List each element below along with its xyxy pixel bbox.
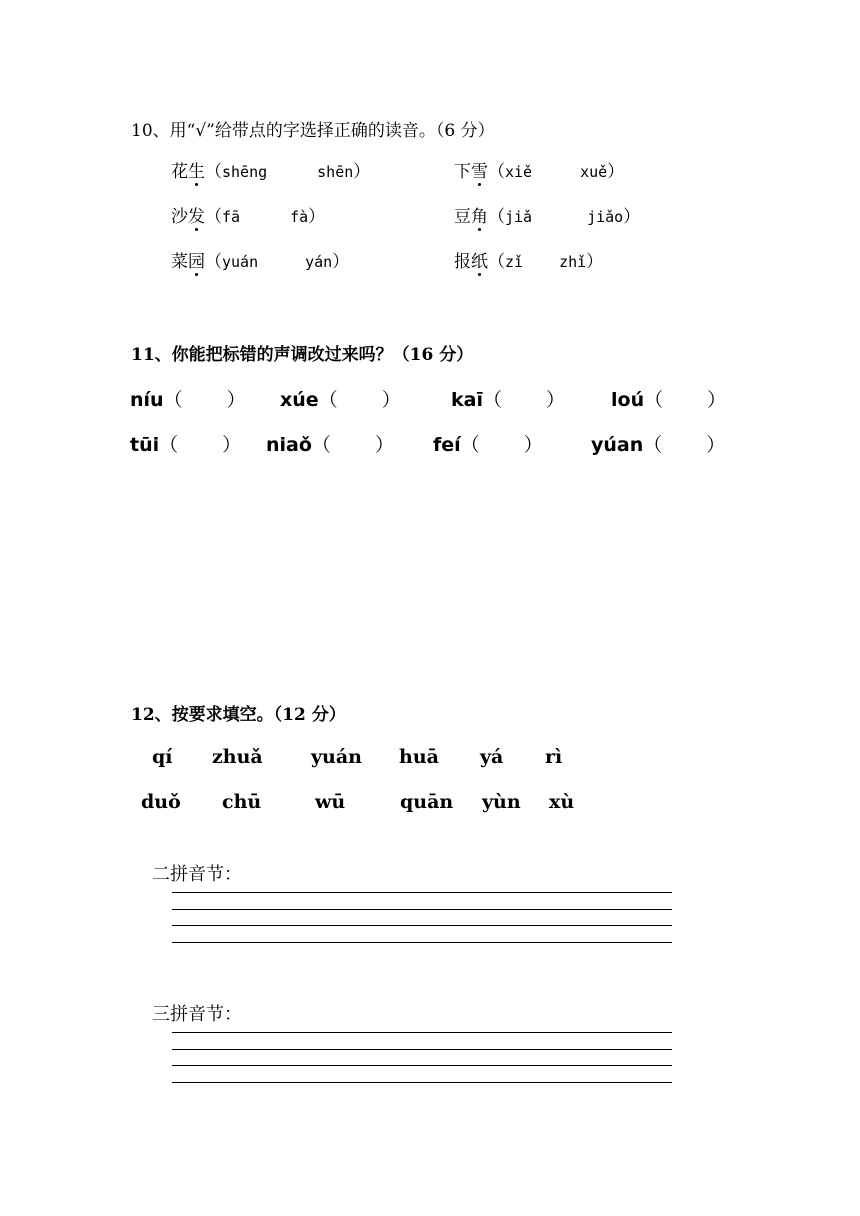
q10-paren-close: ） (607, 162, 625, 182)
q12-syllable: yùn (482, 791, 521, 813)
q11-item (591, 430, 725, 457)
q11-item (130, 385, 246, 412)
q11-paren-close: ） (226, 389, 246, 411)
writing-line[interactable] (172, 1049, 672, 1050)
q11-paren-open: （ (159, 434, 179, 456)
q10-option-a[interactable]: xiě (505, 163, 533, 181)
writing-line[interactable] (172, 1082, 672, 1083)
q11-syllable: níu (130, 389, 164, 411)
q11-syllable: kaī (451, 389, 483, 411)
q11-paren-open: （ (482, 389, 502, 411)
q11-paren-close: ） (706, 434, 726, 456)
question-10-title: 10、用“√”给带点的字选择正确的读音。（6 分） (131, 121, 495, 141)
q10-paren-open: （ (488, 207, 505, 227)
q10-char: 豆 (454, 207, 471, 227)
q10-option-a[interactable]: yuán (222, 253, 259, 271)
q12-syllable: quān (400, 791, 454, 813)
q11-item (451, 385, 565, 412)
q11-paren-open: （ (643, 434, 663, 456)
q11-item (433, 430, 543, 457)
q10-paren-close: ） (332, 252, 350, 272)
q11-paren-close: ） (707, 389, 727, 411)
q10-item-shafa (171, 202, 325, 227)
q11-paren-open: （ (460, 434, 480, 456)
q11-item (266, 430, 394, 457)
q10-char: 菜 (171, 252, 188, 272)
question-11-title: 11、你能把标错的声调改过来吗？（16 分） (131, 345, 474, 365)
q11-paren-close: ） (523, 434, 543, 456)
q11-item (280, 385, 401, 412)
q10-option-b[interactable]: fà (290, 208, 309, 226)
q11-syllable: niaǒ (266, 434, 312, 456)
q11-paren-close: ） (381, 389, 401, 411)
q11-paren-open: （ (311, 434, 331, 456)
question-12-title: 12、按要求填空。（12 分） (131, 705, 346, 725)
q12-syllable: qí (152, 746, 173, 768)
q10-paren-close: ） (586, 252, 604, 272)
q10-dotted-char: 角 (471, 202, 488, 227)
q12-syllable: rì (545, 746, 563, 768)
q12-syllable: yá (480, 746, 504, 768)
q10-char: 下 (454, 162, 471, 182)
q10-item-xiaxue (454, 157, 624, 182)
q10-item-baozhi (454, 247, 603, 272)
q10-paren-close: ） (353, 162, 371, 182)
q10-option-b[interactable]: jiǎo (587, 208, 624, 226)
writing-line[interactable] (172, 1032, 672, 1033)
q10-option-a[interactable]: jiǎ (505, 208, 533, 226)
q10-option-a[interactable]: zǐ (505, 253, 524, 271)
q11-paren-close: ） (374, 434, 394, 456)
q10-dotted-char: 纸 (471, 247, 488, 272)
q10-item-huasheng (171, 157, 370, 182)
q10-dotted-char: 雪 (471, 157, 488, 182)
q12-syllable: duǒ (141, 791, 181, 813)
q10-paren-open: （ (488, 162, 505, 182)
q11-item (130, 430, 241, 457)
q10-paren-close: ） (623, 207, 641, 227)
q12-syllable: zhuǎ (212, 746, 263, 768)
three-syllable-label: 三拼音节： (152, 1004, 242, 1025)
writing-line[interactable] (172, 1065, 672, 1066)
q10-char: 报 (454, 252, 471, 272)
q11-paren-open: （ (644, 389, 664, 411)
q10-dotted-char: 园 (188, 247, 205, 272)
q11-paren-open: （ (163, 389, 183, 411)
q12-syllable: xù (549, 791, 575, 813)
two-syllable-label: 二拼音节： (152, 864, 242, 885)
q10-paren-open: （ (205, 252, 222, 272)
q10-paren-open: （ (488, 252, 505, 272)
q11-syllable: tūi (130, 434, 160, 456)
q10-dotted-char: 发 (188, 202, 205, 227)
q10-option-a[interactable]: fā (222, 208, 241, 226)
q10-paren-open: （ (205, 207, 222, 227)
q12-syllable: huā (399, 746, 439, 768)
q11-paren-close: ） (222, 434, 242, 456)
writing-line[interactable] (172, 909, 672, 910)
q10-option-b[interactable]: xuě (580, 163, 608, 181)
q10-option-b[interactable]: zhǐ (559, 253, 587, 271)
q10-paren-close: ） (308, 207, 326, 227)
q10-option-b[interactable]: yán (305, 253, 333, 271)
q11-syllable: xúe (280, 389, 319, 411)
q10-char: 花 (171, 162, 188, 182)
q10-paren-open: （ (205, 162, 222, 182)
q12-syllable: yuán (311, 746, 362, 768)
writing-line[interactable] (172, 925, 672, 926)
writing-line[interactable] (172, 892, 672, 893)
q10-option-a[interactable]: shēng (222, 163, 268, 181)
q10-dotted-char: 生 (188, 157, 205, 182)
q11-syllable: feí (433, 434, 461, 456)
writing-line[interactable] (172, 942, 672, 943)
q10-item-doujiao (454, 202, 640, 227)
q10-item-caiyuan (171, 247, 349, 272)
q12-syllable: chū (222, 791, 262, 813)
q11-syllable: loú (611, 389, 645, 411)
q11-item (611, 385, 726, 412)
q11-paren-open: （ (318, 389, 338, 411)
q11-syllable: yúan (591, 434, 644, 456)
q12-syllable: wū (315, 791, 346, 813)
q11-paren-close: ） (546, 389, 566, 411)
q10-option-b[interactable]: shēn (317, 163, 354, 181)
q10-char: 沙 (171, 207, 188, 227)
